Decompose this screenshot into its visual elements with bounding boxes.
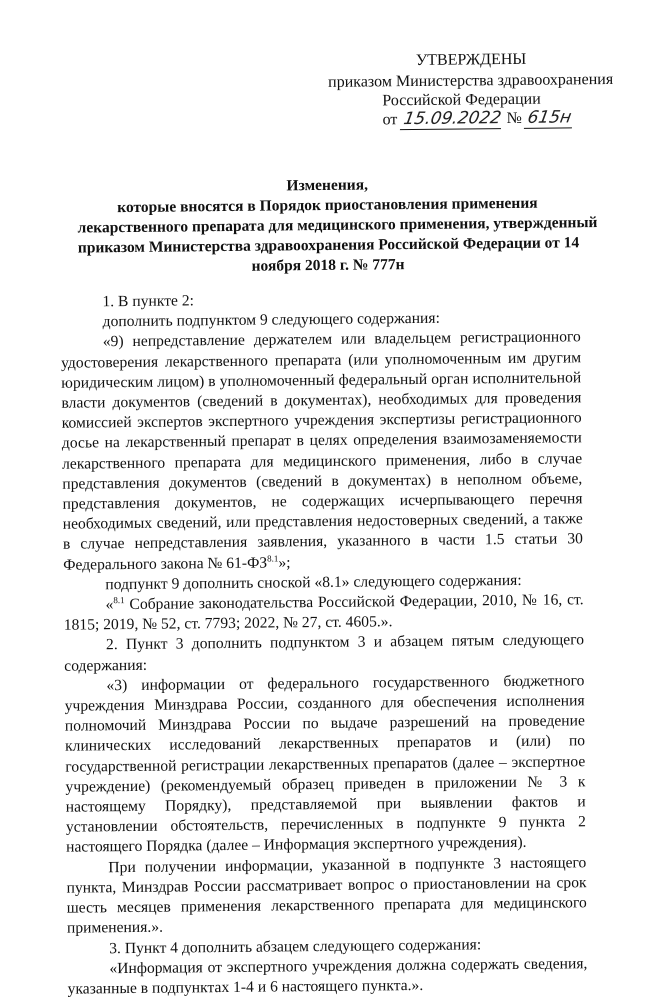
quote-open: « — [105, 596, 114, 614]
heading-line: приказом Министерства здравоохранения Российской Федерации от 14 — [77, 234, 580, 257]
approval-title: УТВЕРЖДЕНЫ — [415, 50, 527, 69]
paragraph: дополнить подпунктом 9 следующего содержания: — [102, 309, 440, 331]
handwritten-date: 15.09.2022 — [400, 109, 505, 130]
paragraph-item-2: 2. Пункт 3 дополнить подпунктом 3 и абзацем пятым следующего содержания: — [64, 631, 585, 675]
footnote-paragraph — [63, 590, 583, 636]
number-prefix: № — [506, 109, 522, 128]
approval-date-number — [382, 108, 573, 130]
paragraph-text: «9) непредставление держателем или владельцем регистрационного удостоверения лекарственного препарата (или уполномоченным им другим юридическим лицом) в уполномоченный федеральный орган исполнительной власти документов (сведений в документах), необходимых для проведения комиссией экспертов экспертного учреждения экспертизы регистрационного досье на лекарственный препарат в целях определения взаимозаменяемости лекарственного препарата для медицинского применения, либо в случае представления документов (сведений в документах) в неполном объеме, представления документов, не содержащих исчерпывающего перечня необходимых сведений, или представления недостоверных сведений, а также в случае непредставления заявления, указанного в части 1.5 статьи 30 Федерального закона № 61-ФЗ — [60, 328, 584, 574]
heading-line: ноября 2018 г. № 777н — [251, 256, 405, 275]
handwritten-number: 615н — [524, 108, 575, 129]
paragraph: «3) информации от федерального государственного бюджетного учреждения Минздрава России, созданного для обеспечения исполнения полномочий Минздрава России по выдаче разрешений на проведение клинических исследований лекарственных препаратов и (или) по государственной регистрации лекарственных препаратов (далее – экспертное учреждение) (рекомендуемый образец приведен в приложении № 3 к настоящему Порядку), представляемой при выявлении фактов и установлении обстоятельств, перечисленных в подпункте 9 пункта 2 настоящего Порядка (далее – Информация экспертного учреждения). — [64, 672, 586, 857]
paragraph-text-end: »; — [278, 553, 291, 572]
paragraph-subpoint-9 — [61, 328, 584, 576]
paragraph: При получении информации, указанной в подпункте 3 настоящего пункта, Минздрав России рассматривает вопрос о приостановлении на срок шесть месяцев применения лекарственного препарата для медицинского применения.». — [66, 853, 587, 937]
approval-org-line1: приказом Министерства здравоохранения — [328, 70, 614, 91]
heading-line: которые вносятся в Порядок приостановления применения — [117, 194, 538, 217]
date-prefix: от — [382, 111, 398, 129]
footnote-mark: 8.1 — [113, 595, 125, 606]
document-heading — [77, 173, 598, 278]
paragraph-item-3: 3. Пункт 4 дополнить абзацем следующего содержания: — [109, 935, 482, 957]
document-body — [60, 287, 587, 1000]
approval-org-line2: Российской Федерации — [382, 90, 541, 110]
paragraph-text: Собрание законодательства Российской Федерации, 2010, № 16, ст. 1815; 2019, № 52, ст. 7793; 2022, № 27, ст. 4605.». — [63, 591, 584, 634]
heading-line: лекарственного препарата для медицинского применения, утвержденный — [77, 214, 598, 237]
paragraph: «Информация от экспертного учреждения должна содержать сведения, указанные в подпунктах 1-4 и 6 настоящего пункта.». — [67, 954, 588, 998]
footnote-mark: 8.1 — [267, 553, 279, 564]
paragraph: подпункт 9 дополнить сноской «8.1» следующего содержания: — [105, 571, 522, 594]
approval-stamp-block — [0, 49, 637, 146]
paragraph-item-1: 1. В пункте 2: — [102, 292, 195, 311]
heading-line: Изменения, — [286, 176, 369, 195]
